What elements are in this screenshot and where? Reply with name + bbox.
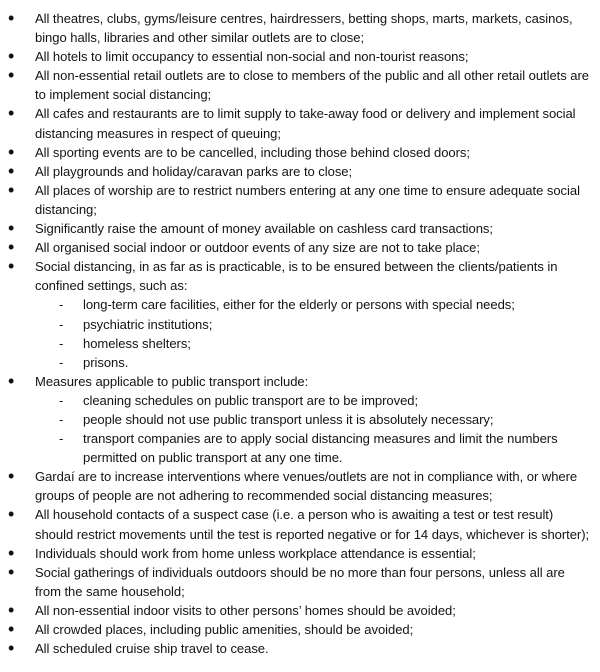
measure-item [7,544,592,563]
measure-item [7,505,592,543]
measure-text: Gardaí are to increase interventions where venues/outlets are not in compliance with, or where groups of people are not adhering to recommended social distancing measures; [35,469,578,504]
measure-sub-item: - homeless shelters; [35,334,592,353]
measure-item [7,238,592,257]
measure-item [7,104,592,142]
measure-item [7,47,592,66]
measure-text: All hotels to limit occupancy to essential non-social and non-tourist reasons; [35,49,469,65]
measure-sub-list [35,295,592,371]
measure-item [7,143,592,162]
measure-text: All cafes and restaurants are to limit supply to take-away food or delivery and implement social distancing measures in respect of queuing; [35,106,576,141]
measure-text: Social distancing, in as far as is practicable, is to be ensured between the clients/patients in confined settings, such as: [35,259,558,294]
measure-item [7,620,592,639]
measure-text: All playgrounds and holiday/caravan parks are to close; [35,163,353,179]
measure-text: Significantly raise the amount of money available on cashless card transactions; [35,221,493,237]
measure-sub-item: - long-term care facilities, either for the elderly or persons with special needs; [35,295,592,314]
measure-item [7,181,592,219]
measure-sub-item: - prisons. [35,353,592,372]
measure-text: Social gatherings of individuals outdoors should be no more than four persons, unless all are from the same household; [35,564,565,599]
measure-text: All crowded places, including public amenities, should be avoided; [35,622,414,637]
measure-item [7,219,592,238]
measure-text: All non-essential retail outlets are to close to members of the public and all other retail outlets are to implement social distancing; [35,68,589,103]
measure-text: All places of worship are to restrict numbers entering at any one time to ensure adequate social distancing; [35,182,580,217]
measure-item [7,372,592,467]
measure-text: All sporting events are to be cancelled, including those behind closed doors; [35,144,470,160]
measure-sub-item: - people should not use public transport unless it is absolutely necessary; [35,410,592,429]
measure-item [7,66,592,104]
measure-text: Measures applicable to public transport include: [35,373,309,389]
measure-item [7,257,592,372]
measure-sub-item: - cleaning schedules on public transport are to be improved; [35,391,592,410]
measure-sub-list [35,391,592,467]
measure-item [7,467,592,505]
measures-list [7,9,592,658]
measure-text: All scheduled cruise ship travel to cease. [35,641,269,657]
measure-text: All non-essential indoor visits to other persons’ homes should be avoided; [35,602,456,618]
measure-item [7,162,592,181]
measure-text: All household contacts of a suspect case (i.e. a person who is awaiting a test or test result) should restrict movements until the test is reported negative or for 14 days, whichever is shorter); [35,507,590,542]
measure-sub-item: - transport companies are to apply social distancing measures and limit the numbers permitted on public transport at any one time. [35,429,592,467]
measure-item [7,639,592,658]
measure-sub-item: - psychiatric institutions; [35,315,592,334]
measure-text: Individuals should work from home unless workplace attendance is essential; [35,545,476,561]
measure-item [7,9,592,47]
measure-text: All theatres, clubs, gyms/leisure centres, hairdressers, betting shops, marts, markets, casinos, bingo halls, libraries and other similar outlets are to close; [35,11,573,46]
measure-text: All organised social indoor or outdoor events of any size are not to take place; [35,240,480,256]
measure-item [7,563,592,601]
measure-item [7,601,592,620]
